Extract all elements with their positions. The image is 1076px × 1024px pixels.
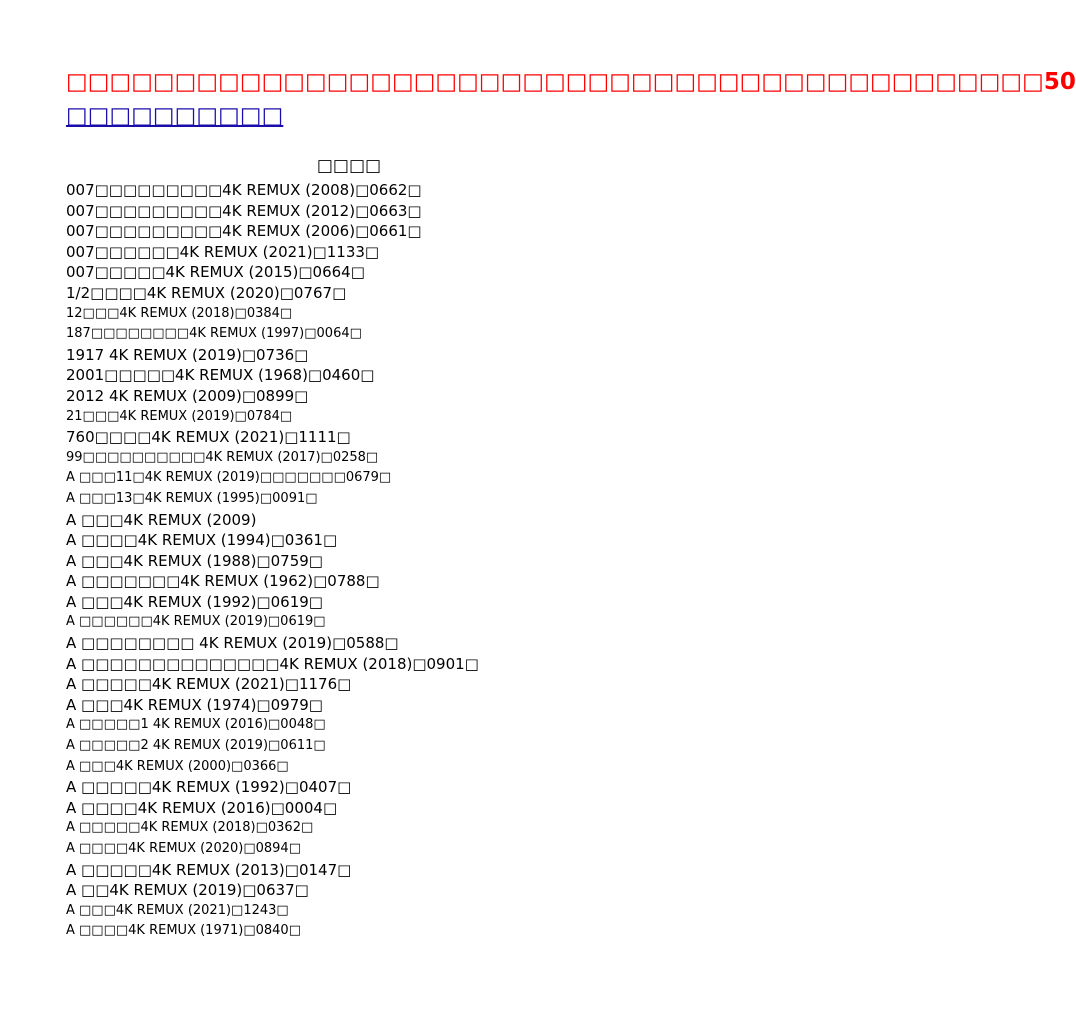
list-item: 007□□□□□4K REMUX (2015)□0664□ xyxy=(66,263,365,282)
list-item: A □□□□□4K REMUX (2021)□1176□ xyxy=(66,675,352,694)
list-item: 1917 4K REMUX (2019)□0736□ xyxy=(66,345,309,364)
list-item: A □□□□□□□4K REMUX (1962)□0788□ xyxy=(66,572,380,591)
list-item: 007□□□□□□□□□4K REMUX (2012)□0663□ xyxy=(66,201,422,220)
movie-list xyxy=(66,180,746,942)
list-item: 007□□□□□□4K REMUX (2021)□1133□ xyxy=(66,242,380,261)
list-item: A □□□□4K REMUX (2016)□0004□ xyxy=(66,798,338,817)
list-item: A □□□□□4K REMUX (1992)□0407□ xyxy=(66,778,352,797)
list-item: 12□□□4K REMUX (2018)□0384□ xyxy=(66,305,293,321)
list-item: 21□□□4K REMUX (2019)□0784□ xyxy=(66,408,293,424)
list-item: 2001□□□□□4K REMUX (1968)□0460□ xyxy=(66,366,375,385)
list-item: A □□□4K REMUX (2021)□1243□ xyxy=(66,902,289,918)
list-item: 1/2□□□□4K REMUX (2020)□0767□ xyxy=(66,283,347,302)
list-item: 2012 4K REMUX (2009)□0899□ xyxy=(66,386,309,405)
list-item: A □□4K REMUX (2019)□0637□ xyxy=(66,881,309,900)
list-item: 007□□□□□□□□□4K REMUX (2008)□0662□ xyxy=(66,181,422,199)
list-item: 007□□□□□□□□□4K REMUX (2006)□0661□ xyxy=(66,222,422,241)
list-item: A □□□13□4K REMUX (1995)□0091□ xyxy=(66,490,318,506)
list-item: 187□□□□□□□□4K REMUX (1997)□0064□ xyxy=(66,326,362,342)
list-item: 99□□□□□□□□□□4K REMUX (2017)□0258□ xyxy=(66,449,379,465)
list-item: A □□□□□□4K REMUX (2019)□0619□ xyxy=(66,614,326,630)
list-item: A □□□□□□□□ 4K REMUX (2019)□0588□ xyxy=(66,634,399,653)
list-item: A □□□4K REMUX (1992)□0619□ xyxy=(66,592,323,611)
list-item: A □□□□□1 4K REMUX (2016)□0048□ xyxy=(66,717,326,733)
list-item: A □□□4K REMUX (2000)□0366□ xyxy=(66,758,289,774)
document-headline: □□□□□□□□□□□□□□□□□□□□□□□□□□□□□□□□□□□□□□□□□□□□□50 xyxy=(66,69,1076,95)
list-item: A □□□□4K REMUX (1971)□0840□ xyxy=(66,923,301,939)
list-item: A □□□□□2 4K REMUX (2019)□0611□ xyxy=(66,738,326,754)
section-title: □□□□ xyxy=(316,156,382,176)
list-item: A □□□4K REMUX (2009) xyxy=(66,510,257,529)
list-item: 760□□□□4K REMUX (2021)□1111□ xyxy=(66,428,351,447)
list-item: A □□□4K REMUX (1974)□0979□ xyxy=(66,695,323,714)
list-item: A □□□4K REMUX (1988)□0759□ xyxy=(66,551,323,570)
document-link[interactable]: □□□□□□□□□□ xyxy=(66,103,284,129)
list-item: A □□□□□4K REMUX (2013)□0147□ xyxy=(66,860,352,879)
list-item: A □□□□□4K REMUX (2018)□0362□ xyxy=(66,820,314,836)
list-item: A □□□□4K REMUX (2020)□0894□ xyxy=(66,841,301,856)
list-item: A □□□□4K REMUX (1994)□0361□ xyxy=(66,531,338,550)
list-item: A □□□□□□□□□□□□□□4K REMUX (2018)□0901□ xyxy=(66,654,479,673)
list-item: A □□□11□4K REMUX (2019)□□□□□□□0679□ xyxy=(66,470,392,486)
